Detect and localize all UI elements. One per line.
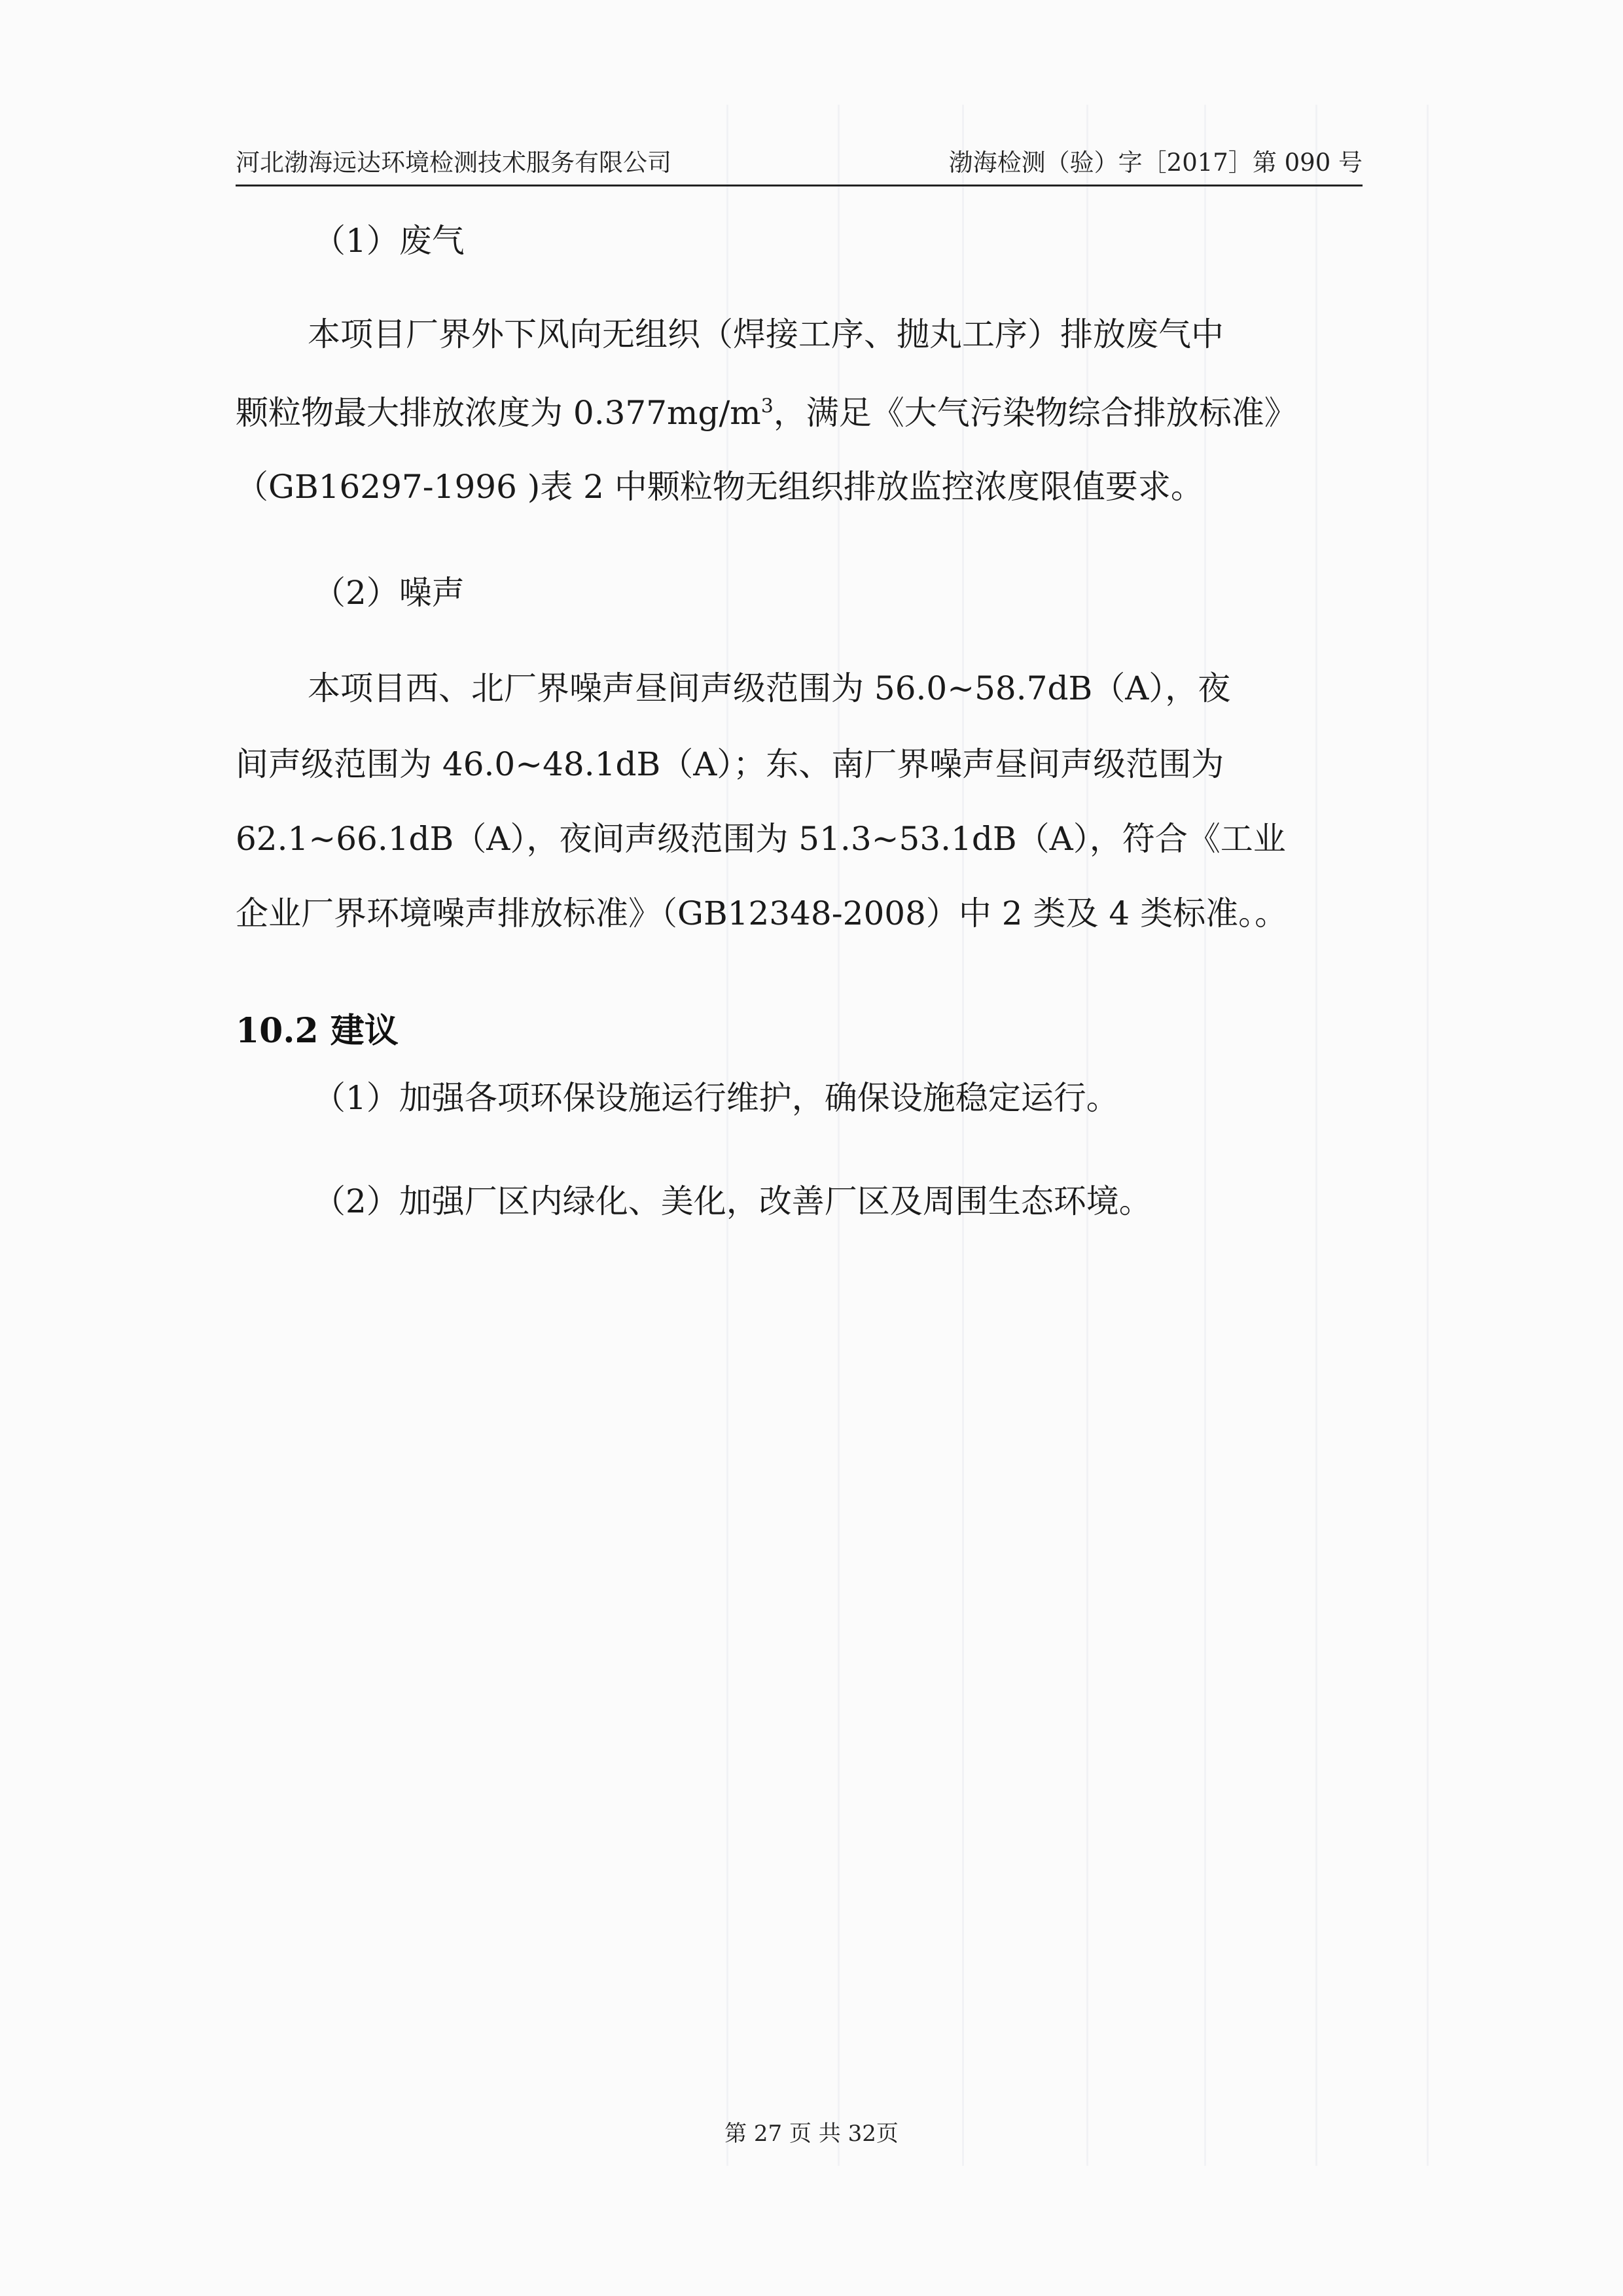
waste-gas-line-2-text: 颗粒物最大排放浓度为 0.377mg/m [236,394,761,432]
page-number: 第 27 页 共 32页 [724,2121,899,2147]
suggestion-item-1: （1）加强各项环保设施运行维护，确保设施稳定运行。 [313,1079,1119,1117]
noise-line-4: 企业厂界环境噪声排放标准》（GB12348-2008）中 2 类及 4 类标准。。 [236,894,1288,932]
noise-line-2: 间声级范围为 46.0~48.1dB（A）；东、南厂界噪声昼间声级范围为 [236,745,1224,783]
noise-heading: （2）噪声 [313,574,465,612]
waste-gas-line-2-standard: ，满足《大气污染物综合排放标准》 [773,394,1297,432]
unit-superscript: 3 [760,395,774,418]
page-header [236,145,1363,186]
suggestion-item-2: （2）加强厂区内绿化、美化，改善厂区及周围生态环境。 [313,1182,1152,1220]
company-name: 河北渤海远达环境检测技术服务有限公司 [236,149,671,177]
section-heading-suggestions: 10.2 建议 [236,1011,399,1051]
waste-gas-line-2 [236,395,1297,432]
document-number: 渤海检测（验）字［2017］第 090 号 [948,149,1363,177]
noise-line-3: 62.1~66.1dB（A），夜间声级范围为 51.3~53.1dB（A），符合《工业 [236,820,1286,858]
waste-gas-heading: （1）废气 [313,222,465,260]
waste-gas-line-1: 本项目厂界外下风向无组织（焊接工序、抛丸工序）排放废气中 [308,315,1224,353]
waste-gas-line-3: （GB16297-1996 )表 2 中颗粒物无组织排放监控浓度限值要求。 [236,468,1204,506]
noise-line-1: 本项目西、北厂界噪声昼间声级范围为 56.0~58.7dB（A），夜 [308,669,1231,707]
